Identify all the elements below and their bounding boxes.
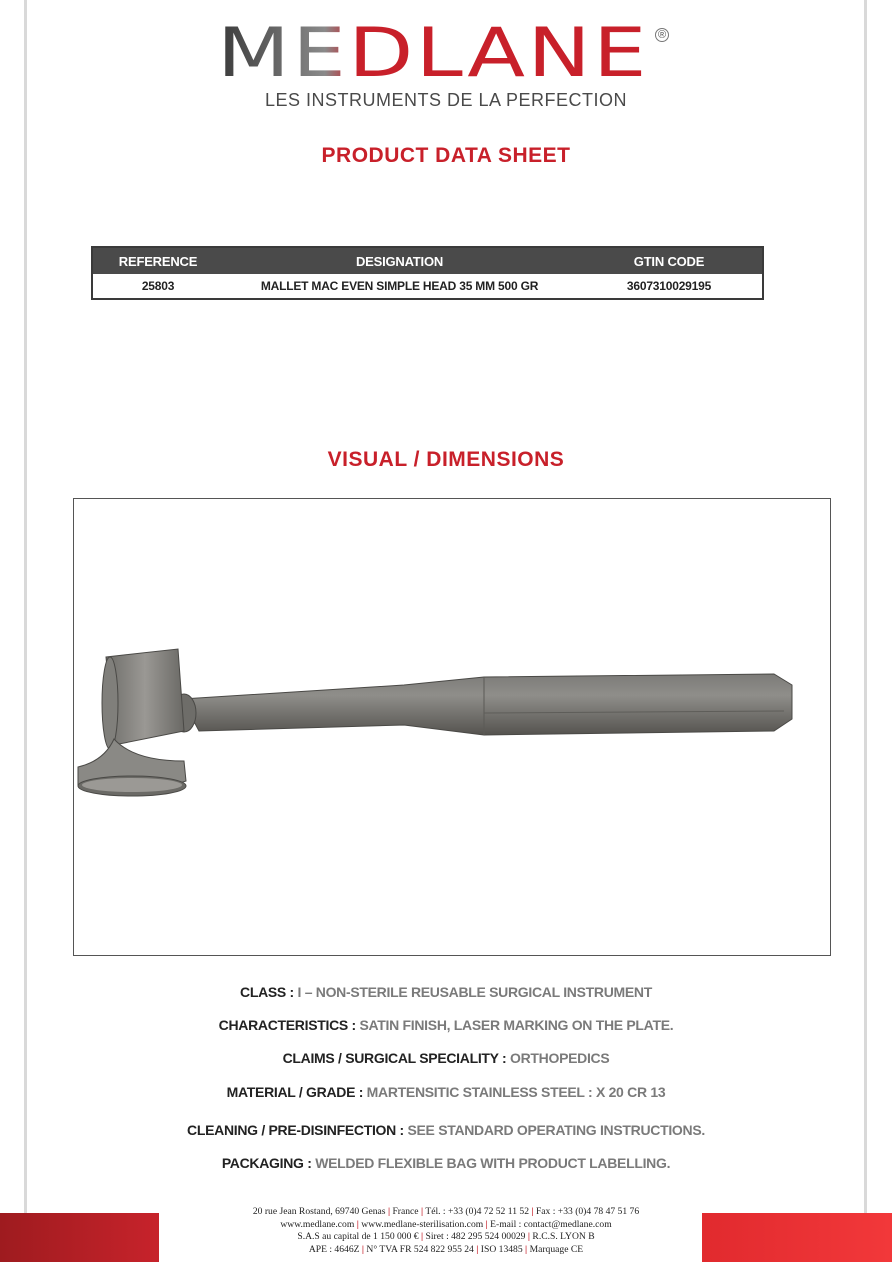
spec-claims: CLAIMS / SURGICAL SPECIALITY : ORTHOPEDICS — [282, 1050, 610, 1066]
cell-designation: MALLET MAC EVEN SIMPLE HEAD 35 MM 500 GR — [260, 279, 539, 293]
product-visual — [73, 498, 831, 956]
mallet-image — [74, 499, 830, 955]
spec-class: CLASS : I – NON-STERILE REUSABLE SURGICAL INSTRUMENT — [240, 984, 652, 1000]
header-reference: REFERENCE — [92, 247, 223, 274]
brand-tagline: LES INSTRUMENTS DE LA PERFECTION — [264, 90, 628, 110]
website-link[interactable]: www.medlane.com — [280, 1218, 355, 1230]
page-border-right — [864, 0, 867, 1262]
table-row — [92, 274, 763, 299]
email-link[interactable]: E-mail : contact@medlane.com — [490, 1218, 612, 1230]
sterilisation-link[interactable]: www.medlane-sterilisation.com — [361, 1218, 484, 1230]
registered-mark: ® — [655, 28, 669, 42]
spec-characteristics: CHARACTERISTICS : SATIN FINISH, LASER MARKING ON THE PLATE. — [218, 1017, 674, 1033]
product-data-sheet-title: PRODUCT DATA SHEET — [321, 144, 571, 167]
medlane-wordmark — [215, 18, 655, 80]
page-border-left — [24, 0, 27, 1262]
spec-material: MATERIAL / GRADE : MARTENSITIC STAINLESS STEEL : X 20 CR 13 — [226, 1084, 666, 1100]
header-gtin: GTIN CODE — [576, 247, 763, 274]
brand-logo — [0, 18, 892, 118]
header-designation: DESIGNATION — [223, 247, 576, 274]
cell-reference: 25803 — [141, 279, 175, 293]
footer — [0, 1206, 892, 1256]
reference-table — [91, 246, 764, 300]
spec-packaging: PACKAGING : WELDED FLEXIBLE BAG WITH PRODUCT LABELLING. — [221, 1155, 671, 1171]
footer-line-address: 20 rue Jean Rostand, 69740 Genas | France | Tél. : +33 (0)4 72 52 11 52 | Fax : +33 (0)4 78 47 51 76 — [252, 1206, 640, 1217]
visual-dimensions-title: VISUAL / DIMENSIONS — [327, 448, 565, 471]
cell-gtin: 3607310029195 — [626, 279, 712, 293]
footer-line-web: www.medlane.com | www.medlane-sterilisation.com | E-mail : contact@medlane.com — [280, 1218, 612, 1230]
spec-cleaning: CLEANING / PRE-DISINFECTION : SEE STANDARD OPERATING INSTRUCTIONS. — [187, 1122, 705, 1138]
footer-line-certification: APE : 4646Z | N° TVA FR 524 822 955 24 | ISO 13485 | Marquage CE — [308, 1243, 584, 1255]
footer-line-legal: S.A.S au capital de 1 150 000 € | Siret : 482 295 524 00029 | R.C.S. LYON B — [297, 1231, 595, 1242]
svg-text:MEDLANE: MEDLANE — [217, 18, 649, 80]
